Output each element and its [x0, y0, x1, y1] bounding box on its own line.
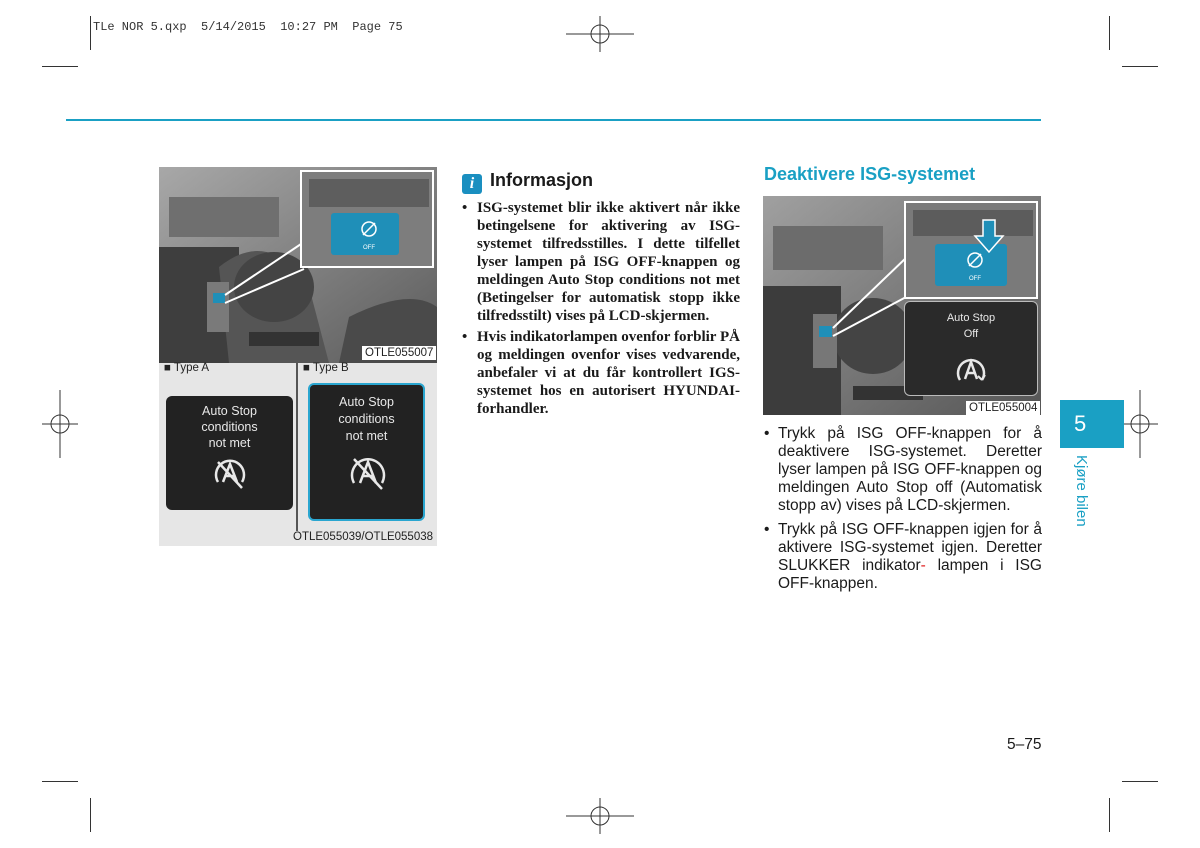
- deactivate-list: [763, 425, 1042, 599]
- type-a-label: ■ Type A: [164, 362, 210, 374]
- lcd-auto-stop-off: [904, 301, 1038, 396]
- crop-mark: [1109, 16, 1110, 50]
- lcd-line: not met: [208, 436, 251, 450]
- info-heading-text: Informasjon: [490, 170, 594, 190]
- crop-mark: [1122, 66, 1158, 67]
- registration-mark-icon: [42, 390, 78, 458]
- lcd-type-b: [308, 383, 425, 521]
- lcd-type-a: [166, 396, 293, 510]
- lcd-line: Off: [963, 328, 979, 340]
- lcd-line: Auto Stop: [202, 404, 257, 418]
- info-list: [460, 199, 740, 421]
- auto-stop-disabled-icon: [346, 451, 390, 495]
- section-title: Deaktivere ISG-systemet: [764, 164, 976, 184]
- crop-mark: [1109, 798, 1110, 832]
- crop-mark: [90, 798, 91, 832]
- figure-code: OTLE055007: [362, 346, 436, 360]
- hyphen-mark: -: [920, 557, 926, 574]
- header-rule: [66, 119, 1041, 121]
- crop-mark: [42, 66, 78, 67]
- info-icon: i: [462, 174, 482, 194]
- page-number: 5–75: [1007, 736, 1042, 753]
- crop-mark: [90, 16, 91, 50]
- lcd-line: Auto Stop: [339, 395, 394, 409]
- figure-code: OTLE055039/OTLE055038: [293, 531, 434, 543]
- lcd-line: conditions: [338, 412, 395, 426]
- chapter-number-tab: 5: [1060, 400, 1124, 448]
- registration-mark-icon: [1122, 390, 1158, 458]
- crop-mark: [42, 781, 78, 782]
- auto-stop-a-icon: [953, 352, 989, 388]
- button-label: OFF: [969, 276, 981, 282]
- list-item: • Trykk på ISG OFF-knappen for å deaktivere ISG-systemet. Deretter lyser lampen på ISG OFF-knappen og meldingen Auto Stop off (Automatisk stopp av) vises på LCD-skjermen.: [763, 425, 1042, 515]
- info-heading: [462, 170, 593, 194]
- list-item: • Hvis indikatorlampen ovenfor forblir PÅ og meldingen ovenfor vises vedvarende, anbefaler vi at du får kontrollert IGS-systemet hos en autorisert HYUNDAI-forhandler.: [460, 328, 740, 418]
- print-slug: TLe NOR 5.qxp 5/14/2015 10:27 PM Page 75: [93, 20, 403, 34]
- list-item: • ISG-systemet blir ikke aktivert når ikke betingelsene for aktivering av ISG-systemet tilfredsstilles. I dette tilfellet lyser lampen på ISG OFF-knappen og meldingen Auto Stop conditions not met (Betingelser for automatisk stopp ikke tilfredsstilt) vises på LCD-skjermen.: [460, 199, 740, 325]
- lcd-line: not met: [345, 429, 388, 443]
- button-label: OFF: [363, 245, 375, 251]
- console-photo-type-a: [159, 167, 437, 363]
- auto-stop-disabled-icon: [210, 454, 250, 494]
- list-item-text: lampen i ISG OFF-knappen.: [778, 557, 1042, 592]
- lcd-line: Auto Stop: [946, 312, 996, 324]
- lcd-line: conditions: [201, 420, 258, 434]
- chapter-label: Kjøre bilen: [1073, 455, 1090, 527]
- console-illustration: [159, 167, 437, 363]
- registration-mark-icon: [566, 16, 634, 52]
- list-item: [763, 521, 1042, 593]
- figure-code: OTLE055004: [966, 401, 1040, 415]
- figure-divider: [296, 363, 298, 531]
- crop-mark: [1122, 781, 1158, 782]
- type-b-label: ■ Type B: [303, 362, 349, 374]
- registration-mark-icon: [566, 798, 634, 834]
- list-item-text: Trykk på ISG OFF-knappen igjen for å aktivere ISG-systemet igjen. Deretter SLUKKER indikator: [778, 521, 1042, 574]
